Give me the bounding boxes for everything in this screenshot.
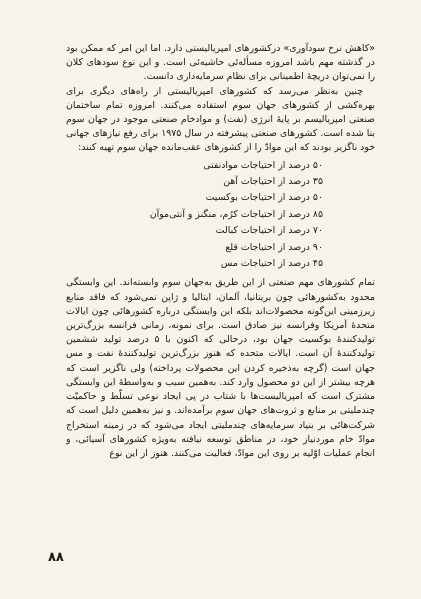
raw-materials-list	[66, 158, 375, 273]
paragraph-3: تمام کشورهای مهم صنعتی از این طریق به‌جهان سوم وابسته‌اند. این وابستگی محدود به‌کشورهائی چون بریتانیا، آلمان، ایتالیا و ژاپن نمی‌شود که فاقد منابع زیرزمینی این‌گونه محصولات‌اند بلکه این وابستگی درباره کشورهائی چون ایالات متحدهٔ آمریکا وفرانسه نیز صادق است. برای نمونه، زمانی فرانسه بزرگ‌ترین تولیدکنندهٔ بوکسیت جهان بود، درحالی که اکنون با ۵ درصد تولید ششمین تولیدکنندهٔ آن است. ایالات متحده که هنوز بزرگ‌ترین تولیدکنندهٔ نفت و مس جهان است (گرچه به‌ذخیره کردن این محصولات پرداخته) ولی ناگزیر است که هرچه بیشتر از این دو محصول وارد کند. به‌همین سبب و به‌واسطهٔ این وابستگی مشترک است که امپریالیست‌ها با شتاب در پی ایجاد نوعی تسلّط و حاکمیّت چندملیتی بر منابع و ثروت‌های جهان سوم برآمده‌اند. و نیز به‌همین دلیل است که شرکت‌هائی بر بنیاد سرمایه‌های چندملیتی ایجاد می‌شود که در زمینه استخراج موادّ خام موردنیاز خود، در مناطق توسعه نیافته به‌ویژه کشورهای آسیائی، و انجام عملیات اوّلیه بر روی این موادّ، فعالیت می‌کنند. هنوز از این نوع	[66, 277, 375, 459]
paragraph-1: «کاهش نرخ سودآوری» درکشورهای امپریالیستی دارد. اما این امر که ممکن بود در گذشته مهم باشد امروزه مسأله‌ئی حاشیه‌ئی است. و این نوع سودهای کلان را نمی‌توان دریچهٔ اطمینانی برای نظام سرمایه‌داری دانست.	[66, 43, 375, 83]
list-item: ۹۰ درصد از احتیاجات قلع	[225, 241, 323, 253]
list-item: ۸۵ درصد از احتیاجات کرُم، منگنز و آنتی‌موآن	[149, 208, 323, 220]
list-item: ۳۵ درصد از احتیاجات آهن	[223, 176, 323, 188]
list-item: ۴۵ درصد از احتیاجات مس	[220, 258, 323, 270]
list-item: ۷۰ درصد از احتیاجات کبالت	[215, 225, 323, 237]
list-item: ۵۰ درصد از احتیاجات موادنفتی	[203, 159, 323, 171]
list-item: ۵۰ درصد از احتیاجات بوکسیت	[205, 192, 323, 204]
paragraph-2: چنین به‌نظر می‌رسد که کشورهای امپریالیستی از راه‌های دیگری برای بهره‌کشی از کشورهای جهان سوم استفاده می‌کنند. امروزه تمام ساختمان صنعتی امپریالیسم بر پایهٔ انرژی (نفت) و موادخام صنعتی موجود در جهان سوم بنا شده است. کشورهای صنعتی پیشرفته در سال ۱۹۷۵ برای رفع نیازهای جهانی خود ناگزیر بودند که این موادّ را از کشورهای عقب‌مانده جهان سوم تهیه کنند:	[66, 85, 376, 154]
body-text	[66, 42, 375, 461]
page-number: ۸۸	[48, 550, 64, 565]
